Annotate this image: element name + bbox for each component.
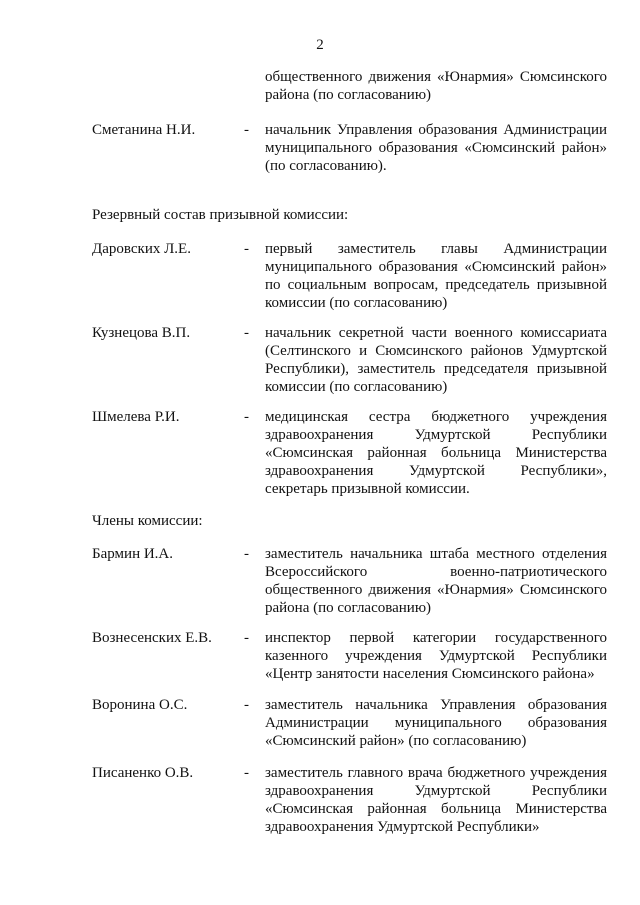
person-role [265,696,607,750]
person-role [265,545,607,617]
text-line: секретарь призывной комиссии. [265,481,470,497]
person-name: Кузнецова В.П. [92,325,191,341]
person-name: Вознесенских Е.В. [92,630,212,646]
person-name: Даровских Л.Е. [92,241,191,257]
text-line: района (по согласованию) [265,600,432,616]
text-line: здравоохранения Удмуртской Республики», [265,463,607,479]
person-name: Воронина О.С. [92,697,188,713]
text-line: медицинская сестра бюджетного учреждения [265,409,607,425]
text-line: комиссии (по согласованию) [265,379,448,395]
text-line: Администрации муниципального образования [265,715,607,731]
text-line: здравоохранения Удмуртской Республики [265,427,607,443]
dash: - [244,697,249,713]
text-line: первый заместитель главы Администрации [265,241,607,257]
person-role [265,629,607,683]
text-line: общественного движения «Юнармия» Сюмсинского [265,69,607,85]
text-line: муниципального образования «Сюмсинский район» [265,140,607,156]
dash: - [244,122,249,138]
text-line: заместитель главного врача бюджетного учреждения [265,765,607,781]
text-line: района (по согласованию) [265,87,432,103]
text-line: заместитель начальника Управления образования [265,697,607,713]
dash: - [244,325,249,341]
members-heading: Члены комиссии: [92,513,203,529]
dash: - [244,241,249,257]
text-line: (Селтинского и Сюмсинского районов Удмуртской [265,343,607,359]
person-name: Писаненко О.В. [92,765,194,781]
dash: - [244,546,249,562]
person-role [265,121,607,175]
text-line: Всероссийского военно-патриотического [265,564,607,580]
page-number: 2 [316,37,324,53]
dash: - [244,765,249,781]
text-line: здравоохранения Удмуртской Республики [265,783,607,799]
text-line: здравоохранения Удмуртской Республики» [265,819,540,835]
dash: - [244,630,249,646]
text-line: (по согласованию). [265,158,387,174]
person-role [265,764,607,836]
reserve-heading: Резервный состав призывной комиссии: [92,207,349,223]
text-line: казенного учреждения Удмуртской Республики [265,648,607,664]
person-name: Шмелева Р.И. [92,409,180,425]
text-line: «Центр занятости населения Сюмсинского района» [265,666,595,682]
continuation-text [265,68,607,104]
text-line: начальник Управления образования Администрации [265,122,607,138]
text-line: общественного движения «Юнармия» Сюмсинского [265,582,607,598]
text-line: Республики), заместитель председателя призывной [265,361,607,377]
text-line: муниципального образования «Сюмсинский район» [265,259,607,275]
text-line: по социальным вопросам, председатель призывной [265,277,607,293]
person-role [265,240,607,312]
person-name: Бармин И.А. [92,546,174,562]
person-role [265,324,607,396]
text-line: «Сюмсинская районная больница Министерства [265,801,607,817]
text-line: «Сюмсинский район» (по согласованию) [265,733,527,749]
person-name: Сметанина Н.И. [92,122,196,138]
text-line: заместитель начальника штаба местного отделения [265,546,607,562]
person-role [265,408,607,498]
dash: - [244,409,249,425]
text-line: инспектор первой категории государственного [265,630,607,646]
text-line: комиссии (по согласованию) [265,295,448,311]
text-line: начальник секретной части военного комиссариата [265,325,607,341]
text-line: «Сюмсинская районная больница Министерства [265,445,607,461]
